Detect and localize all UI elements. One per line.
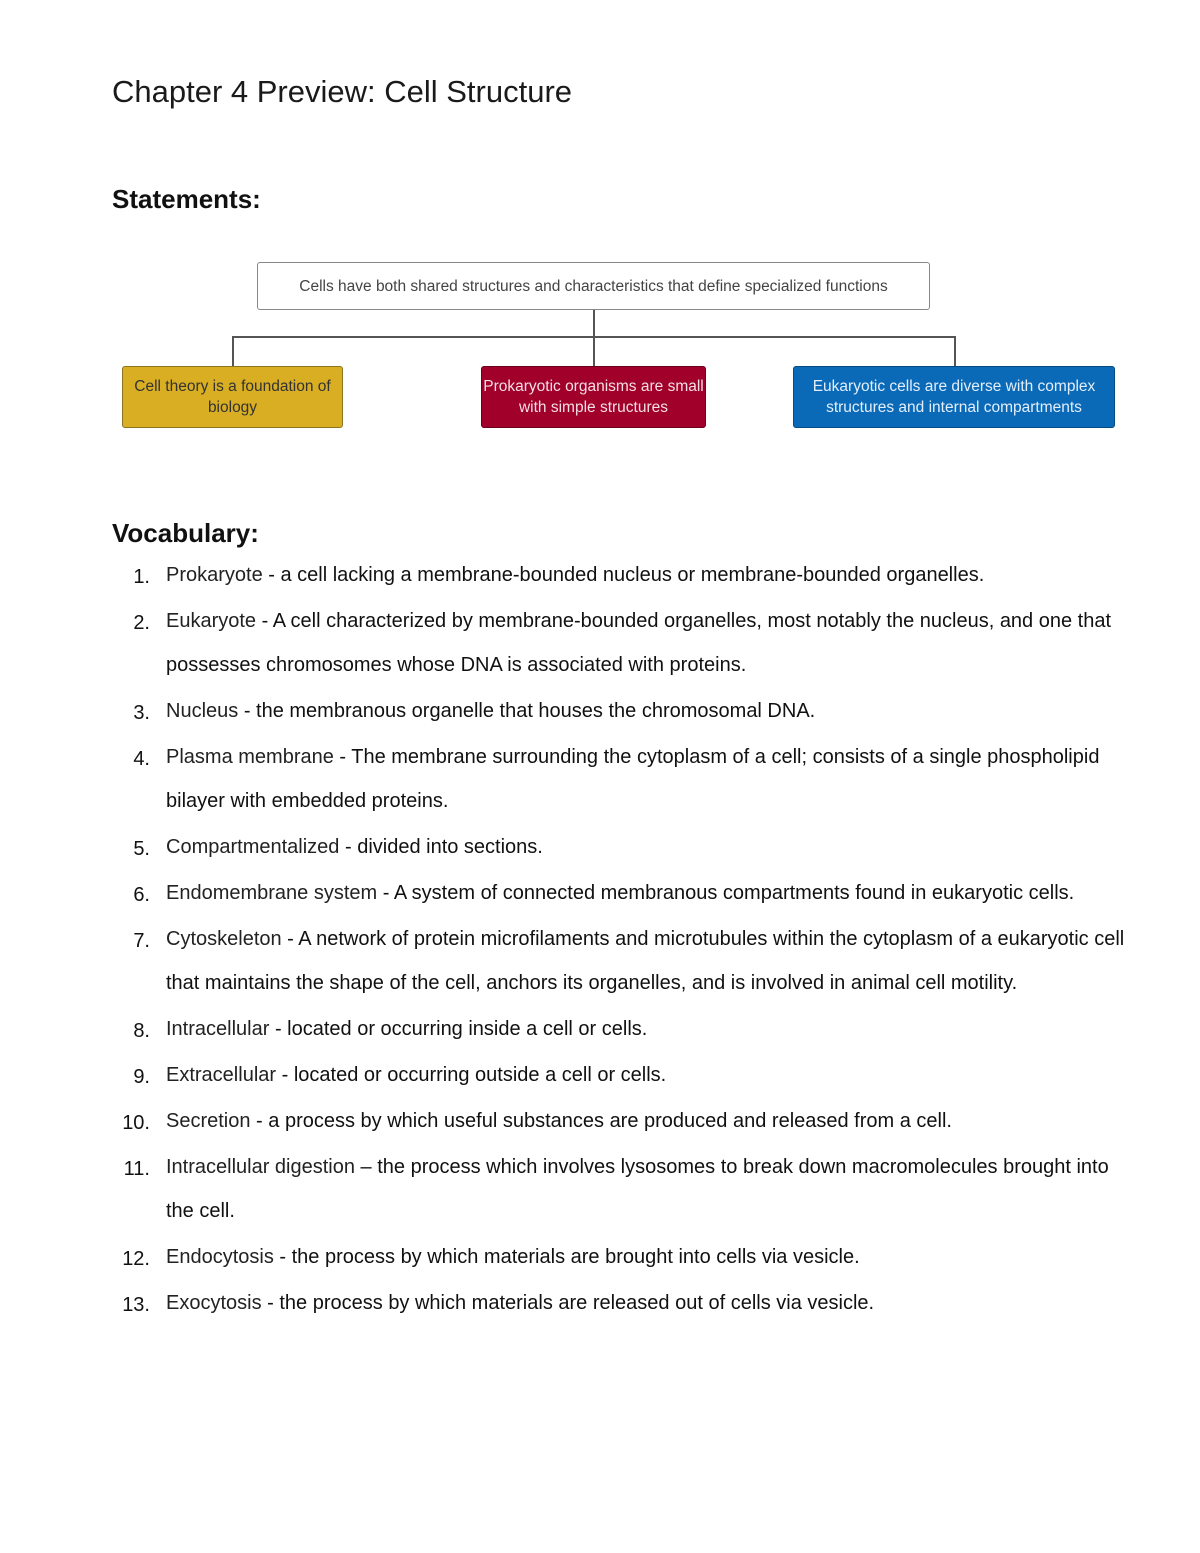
- item-number: 10.: [122, 1112, 150, 1134]
- vocabulary-item: [0, 599, 1200, 687]
- eukaryotic-box: Eukaryotic cells are diverse with complex structures and internal compartments: [793, 366, 1115, 428]
- vocabulary-item: [0, 1053, 1200, 1097]
- vocabulary-definition: - The membrane surrounding the cytoplasm of a cell; consists of a single phospholipid bilayer with embedded proteins.: [166, 746, 1100, 812]
- vocabulary-term: Endomembrane system: [166, 882, 378, 904]
- vocabulary-item: [0, 1235, 1200, 1279]
- vocabulary-definition: - the process by which materials are brought into cells via vesicle.: [273, 1246, 860, 1268]
- vocabulary-definition: - the process by which materials are released out of cells via vesicle.: [261, 1292, 875, 1314]
- vocabulary-term: Exocytosis: [166, 1292, 262, 1314]
- item-number: 1.: [133, 566, 150, 588]
- vocabulary-term: Endocytosis: [166, 1246, 274, 1268]
- vocabulary-list: [0, 553, 1200, 1327]
- vocabulary-term: Nucleus: [166, 700, 239, 722]
- item-number: 5.: [133, 838, 150, 860]
- vocabulary-term: Secretion: [166, 1110, 251, 1132]
- vocabulary-term: Plasma membrane: [166, 746, 334, 768]
- vocabulary-item: [0, 1007, 1200, 1051]
- vocabulary-definition: - A system of connected membranous compartments found in eukaryotic cells.: [377, 882, 1075, 904]
- item-number: 4.: [133, 748, 150, 770]
- item-number: 12.: [122, 1248, 150, 1270]
- connector: [232, 336, 955, 338]
- concept-diagram: [0, 0, 1200, 460]
- vocabulary-definition: - a cell lacking a membrane-bounded nucleus or membrane-bounded organelles.: [262, 564, 985, 586]
- vocabulary-heading: Vocabulary:: [112, 518, 259, 548]
- item-number: 9.: [133, 1066, 150, 1088]
- item-number: 2.: [133, 612, 150, 634]
- vocabulary-definition: - divided into sections.: [339, 836, 543, 858]
- vocabulary-definition: - A network of protein microfilaments and microtubules within the cytoplasm of a eukaryotic cell that maintains the shape of the cell, anchors its organelles, and is involved in animal cell motility.: [166, 928, 1125, 994]
- cell-theory-box: Cell theory is a foundation of biology: [122, 366, 343, 428]
- item-number: 6.: [133, 884, 150, 906]
- vocabulary-term: Compartmentalized: [166, 836, 340, 858]
- vocabulary-item: [0, 553, 1200, 597]
- prokaryotic-box: Prokaryotic organisms are small with simple structures: [481, 366, 706, 428]
- vocabulary-item: [0, 689, 1200, 733]
- vocabulary-definition: - located or occurring inside a cell or cells.: [269, 1018, 648, 1040]
- item-number: 3.: [133, 702, 150, 724]
- connector: [954, 336, 956, 367]
- vocabulary-definition: - A cell characterized by membrane-bounded organelles, most notably the nucleus, and one that possesses chromosomes whose DNA is associated with proteins.: [166, 610, 1112, 676]
- page-title: Chapter 4 Preview: Cell Structure: [112, 74, 573, 109]
- vocabulary-term: Intracellular: [166, 1018, 270, 1040]
- root-statement-box: Cells have both shared structures and characteristics that define specialized functions: [257, 262, 930, 310]
- vocabulary-item: [0, 917, 1200, 1005]
- vocabulary-term: Intracellular digestion: [166, 1156, 355, 1178]
- statements-heading: Statements:: [112, 184, 261, 214]
- vocabulary-term: Prokaryote: [166, 564, 263, 586]
- vocabulary-definition: - located or occurring outside a cell or cells.: [276, 1064, 667, 1086]
- connector: [593, 310, 595, 367]
- vocabulary-term: Cytoskeleton: [166, 928, 282, 950]
- connector: [232, 336, 234, 367]
- item-number: 13.: [122, 1294, 150, 1316]
- item-number: 11.: [123, 1158, 150, 1180]
- vocabulary-definition: - the membranous organelle that houses the chromosomal DNA.: [238, 700, 816, 722]
- vocabulary-item: [0, 735, 1200, 823]
- vocabulary-term: Eukaryote: [166, 610, 257, 632]
- vocabulary-item: [0, 871, 1200, 915]
- vocabulary-item: [0, 1281, 1200, 1325]
- vocabulary-term: Extracellular: [166, 1064, 277, 1086]
- vocabulary-definition: – the process which involves lysosomes to break down macromolecules brought into the cell.: [166, 1156, 1109, 1222]
- vocabulary-definition: - a process by which useful substances are produced and released from a cell.: [250, 1110, 952, 1132]
- vocabulary-item: [0, 825, 1200, 869]
- vocabulary-item: [0, 1145, 1200, 1233]
- item-number: 8.: [133, 1020, 150, 1042]
- vocabulary-item: [0, 1099, 1200, 1143]
- item-number: 7.: [133, 930, 150, 952]
